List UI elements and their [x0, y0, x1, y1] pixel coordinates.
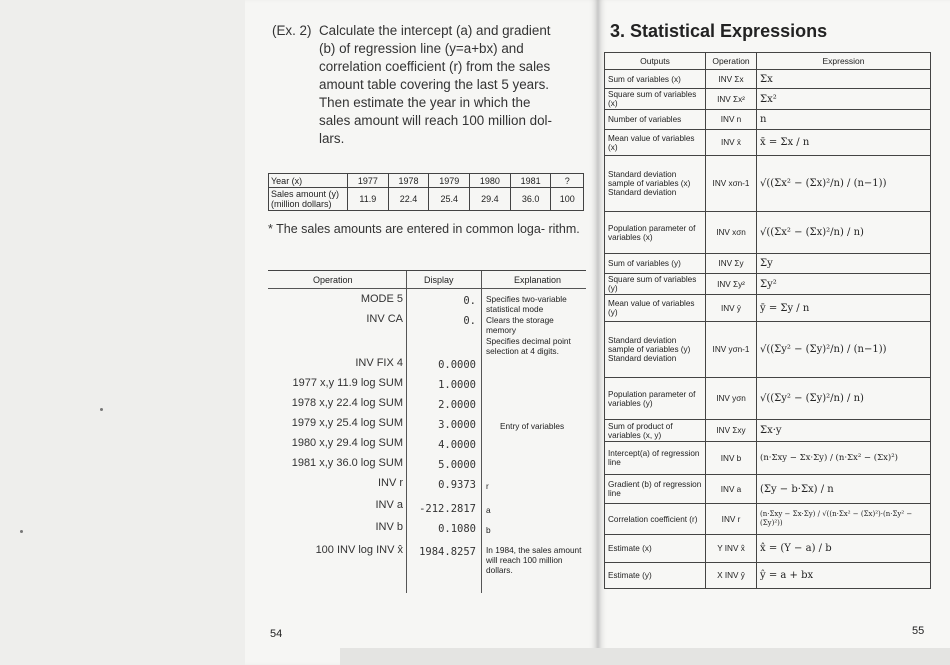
expression-cell: √((Σx² − (Σx)²/n) / n) — [757, 212, 931, 254]
section-title: 3. Statistical Expressions — [610, 21, 828, 41]
output-cell: Estimate (y) — [605, 563, 706, 589]
desk-strip — [340, 648, 950, 665]
table-row — [605, 378, 931, 420]
statistical-expressions-table — [604, 52, 931, 589]
expression-cell: Σx·y — [757, 420, 931, 442]
divider — [406, 271, 407, 593]
table-row — [605, 295, 931, 322]
header-operation: Operation — [706, 53, 757, 70]
table-row — [269, 174, 584, 188]
output-cell: Sum of variables (x) — [605, 70, 706, 89]
table-cell: 36.0 — [510, 188, 551, 211]
table-row — [269, 188, 584, 211]
table-cell: 1977 — [348, 174, 389, 188]
table-cell: 1980 — [470, 174, 511, 188]
operation-cell: 100 INV log INV x̂ — [315, 544, 403, 556]
expression-cell: Σy — [757, 254, 931, 274]
expression-cell: Σy² — [757, 274, 931, 295]
header-operation: Operation — [313, 275, 353, 285]
operation-cell: 1981 x,y 36.0 log SUM — [291, 457, 403, 469]
speck — [100, 408, 103, 411]
expression-cell: x̄ = Σx / n — [757, 130, 931, 156]
header-expression: Expression — [757, 53, 931, 70]
output-cell: Square sum of variables (y) — [605, 274, 706, 295]
table-cell: 1981 — [510, 174, 551, 188]
operation-cell: INV Σx — [706, 70, 757, 89]
table-row — [605, 110, 931, 130]
table-row — [605, 442, 931, 475]
explanation-text: b — [486, 525, 491, 535]
example-line: correlation coefficient (r) from the sales — [319, 59, 551, 74]
table-header-row — [605, 53, 931, 70]
expression-cell: x̂ = (Y − a) / b — [757, 535, 931, 563]
output-cell: Population parameter of variables (y) — [605, 378, 706, 420]
output-cell: Square sum of variables (x) — [605, 89, 706, 110]
display-value: 5.0000 — [438, 459, 476, 471]
page-number-right: 55 — [912, 625, 925, 637]
explanation-text: In 1984, the sales amount will reach 100 million dollars. — [486, 545, 582, 575]
table-row — [605, 212, 931, 254]
operation-cell: Y INV x̂ — [706, 535, 757, 563]
explanation-text: Clears the storage memory — [486, 315, 554, 335]
operation-cell: INV r — [377, 477, 403, 489]
table-row — [605, 504, 931, 535]
display-value: -212.2817 — [419, 503, 476, 515]
output-cell: Number of variables — [605, 110, 706, 130]
table-row — [605, 420, 931, 442]
display-value: 0. — [463, 295, 476, 307]
header-explanation: Explanation — [514, 275, 562, 285]
operation-cell: MODE 5 — [360, 293, 403, 305]
year-sales-table — [268, 173, 584, 211]
operation-cell: 1979 x,y 25.4 log SUM — [291, 417, 403, 429]
operation-cell: INV b — [706, 442, 757, 475]
display-value: 3.0000 — [438, 419, 476, 431]
table-row — [605, 156, 931, 212]
output-cell: Standard deviation sample of variables (y) Standard deviation — [605, 322, 706, 378]
output-cell: Sum of product of variables (x, y) — [605, 420, 706, 442]
explanation-text: Specifies two-variable statistical mode — [486, 294, 567, 314]
output-cell: Population parameter of variables (x) — [605, 212, 706, 254]
operation-cell: INV yσn-1 — [706, 322, 757, 378]
output-cell: Sum of variables (y) — [605, 254, 706, 274]
header-display: Display — [424, 275, 454, 285]
operation-cell: INV Σxy — [706, 420, 757, 442]
note-text: * The sales amounts are entered in common loga- rithm. — [268, 222, 580, 236]
left-margin — [0, 0, 245, 665]
explanation-text: Entry of variables — [500, 421, 565, 431]
output-cell: Estimate (x) — [605, 535, 706, 563]
operation-cell: INV Σx² — [706, 89, 757, 110]
page-number-left: 54 — [270, 628, 283, 640]
display-value: 1.0000 — [438, 379, 476, 391]
table-cell: 1979 — [429, 174, 470, 188]
operation-cell: INV r — [706, 504, 757, 535]
divider — [268, 288, 586, 289]
operation-cell: X INV ŷ — [706, 563, 757, 589]
output-cell: Mean value of variables (y) — [605, 295, 706, 322]
output-cell: Intercept(a) of regression line — [605, 442, 706, 475]
expression-cell: ŷ = a + bx — [757, 563, 931, 589]
output-cell: Gradient (b) of regression line — [605, 475, 706, 504]
display-value: 1984.8257 — [419, 546, 476, 558]
table-row — [605, 254, 931, 274]
display-value: 0.9373 — [438, 479, 476, 491]
table-cell: 100 — [551, 188, 584, 211]
operation-cell: INV CA — [366, 313, 403, 325]
operation-cell: 1977 x,y 11.9 log SUM — [292, 377, 403, 389]
expression-cell: n — [757, 110, 931, 130]
example-line: (b) of regression line (y=a+bx) and — [319, 41, 524, 56]
example-line: Calculate the intercept (a) and gradient — [319, 23, 551, 38]
table-cell: 1978 — [388, 174, 429, 188]
table-row — [605, 322, 931, 378]
expression-cell: √((Σy² − (Σy)²/n) / (n−1)) — [757, 322, 931, 378]
table-row — [605, 535, 931, 563]
example-label: (Ex. 2) — [272, 23, 312, 38]
operation-cell: INV xσn-1 — [706, 156, 757, 212]
output-cell: Mean value of variables (x) — [605, 130, 706, 156]
operation-cell: INV FIX 4 — [355, 357, 403, 369]
operation-cell: INV x̄ — [706, 130, 757, 156]
expression-cell: (n·Σxy − Σx·Σy) / √((n·Σx² − (Σx)²)·(n·Σy² − (Σy)²)) — [757, 504, 931, 535]
operation-cell: 1980 x,y 29.4 log SUM — [291, 437, 403, 449]
table-row — [605, 130, 931, 156]
divider — [481, 271, 482, 593]
expression-cell: Σx² — [757, 89, 931, 110]
operation-table — [268, 270, 586, 593]
operation-cell: 1978 x,y 22.4 log SUM — [291, 397, 403, 409]
example-line: lars. — [319, 131, 345, 146]
operation-cell: INV yσn — [706, 378, 757, 420]
row-header: Sales amount (y) (million dollars) — [269, 188, 348, 211]
table-cell: 29.4 — [470, 188, 511, 211]
table-row — [605, 563, 931, 589]
explanation-text: Specifies decimal point selection at 4 digits. — [486, 336, 571, 356]
table-cell: 11.9 — [348, 188, 389, 211]
operation-cell: INV ȳ — [706, 295, 757, 322]
example-line: sales amount will reach 100 million dol- — [319, 113, 552, 128]
explanation-text: r — [486, 481, 489, 491]
operation-cell: INV Σy — [706, 254, 757, 274]
table-row — [605, 274, 931, 295]
header-outputs: Outputs — [605, 53, 706, 70]
expression-cell: ȳ = Σy / n — [757, 295, 931, 322]
operation-cell: INV a — [706, 475, 757, 504]
operation-cell: INV b — [375, 521, 403, 533]
example-line: amount table covering the last 5 years. — [319, 77, 550, 92]
table-row — [605, 89, 931, 110]
output-cell: Standard deviation sample of variables (x) Standard deviation — [605, 156, 706, 212]
table-cell: ? — [551, 174, 584, 188]
example-line: Then estimate the year in which the — [319, 95, 531, 110]
display-value: 0.1080 — [438, 523, 476, 535]
expression-cell: Σx — [757, 70, 931, 89]
operation-cell: INV n — [706, 110, 757, 130]
operation-cell: INV xσn — [706, 212, 757, 254]
expression-cell: (Σy − b·Σx) / n — [757, 475, 931, 504]
row-header: Year (x) — [269, 174, 348, 188]
table-row — [605, 475, 931, 504]
display-value: 4.0000 — [438, 439, 476, 451]
display-value: 0. — [463, 315, 476, 327]
expression-cell: √((Σy² − (Σy)²/n) / n) — [757, 378, 931, 420]
display-value: 2.0000 — [438, 399, 476, 411]
display-value: 0.0000 — [438, 359, 476, 371]
table-cell: 22.4 — [388, 188, 429, 211]
output-cell: Correlation coefficient (r) — [605, 504, 706, 535]
operation-cell: INV Σy² — [706, 274, 757, 295]
operation-cell: INV a — [375, 499, 403, 511]
table-cell: 25.4 — [429, 188, 470, 211]
expression-cell: √((Σx² − (Σx)²/n) / (n−1)) — [757, 156, 931, 212]
speck — [20, 530, 23, 533]
table-row — [605, 70, 931, 89]
explanation-text: a — [486, 505, 491, 515]
expression-cell: (n·Σxy − Σx·Σy) / (n·Σx² − (Σx)²) — [757, 442, 931, 475]
